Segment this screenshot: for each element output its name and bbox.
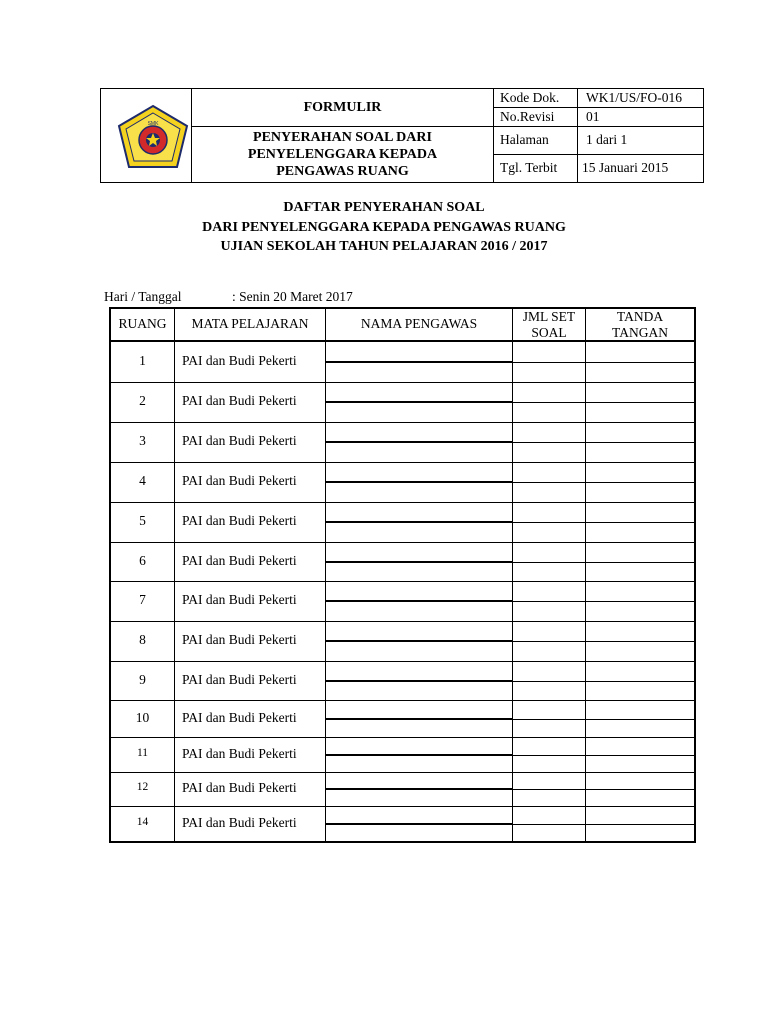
- heading-line-1: DAFTAR PENYERAHAN SOAL: [283, 200, 485, 215]
- cell-ruang: 2: [139, 393, 146, 408]
- cell-ruang: 4: [139, 473, 146, 488]
- cell-ruang: 12: [136, 781, 149, 793]
- pengawas-name-line[interactable]: [325, 361, 512, 363]
- row-divider: [111, 737, 694, 738]
- col-header-tanda-1: TANDA: [616, 309, 664, 324]
- cell-ruang: 14: [136, 816, 149, 828]
- cell-mapel: PAI dan Budi Pekerti: [182, 353, 297, 368]
- cell-ruang: 10: [135, 710, 150, 725]
- header-divider: [493, 107, 703, 108]
- row-divider: [111, 382, 694, 383]
- cell-mapel: PAI dan Budi Pekerti: [182, 513, 297, 528]
- pengawas-name-line[interactable]: [325, 521, 512, 523]
- cell-mapel: PAI dan Budi Pekerti: [182, 592, 297, 607]
- school-logo-icon: [117, 104, 189, 170]
- form-title-line-2: PENYELENGGARA KEPADA: [247, 147, 438, 162]
- cell-mapel: PAI dan Budi Pekerti: [182, 632, 297, 647]
- col-header-jml-1: JML SET: [522, 309, 576, 324]
- cell-ruang: 7: [139, 592, 146, 607]
- pengawas-name-line[interactable]: [325, 600, 512, 602]
- header-divider: [493, 89, 494, 182]
- pengawas-name-line[interactable]: [325, 640, 512, 642]
- col-header-tanda-2: TANGAN: [612, 325, 668, 340]
- document-header: [100, 88, 704, 183]
- pengawas-name-line[interactable]: [325, 481, 512, 483]
- pengawas-name-line[interactable]: [325, 561, 512, 563]
- pengawas-name-line[interactable]: [325, 718, 512, 720]
- header-divider: [493, 154, 703, 155]
- row-divider: [111, 581, 694, 582]
- row-divider: [111, 772, 694, 773]
- cell-mapel: PAI dan Budi Pekerti: [182, 433, 297, 448]
- header-divider: [493, 126, 703, 127]
- meta-label-terbit: Tgl. Terbit: [500, 160, 558, 175]
- column-divider: [174, 309, 175, 841]
- row-divider: [111, 422, 694, 423]
- cell-mapel: PAI dan Budi Pekerti: [182, 473, 297, 488]
- meta-value-revisi: 01: [586, 109, 600, 124]
- header-divider: [577, 89, 578, 182]
- col-header-ruang: RUANG: [118, 316, 167, 331]
- row-divider: [111, 621, 694, 622]
- meta-label-halaman: Halaman: [500, 132, 549, 147]
- submission-table: [109, 307, 696, 843]
- meta-label-kode: Kode Dok.: [500, 90, 560, 105]
- meta-value-kode: WK1/US/FO-016: [586, 90, 683, 105]
- cell-ruang: 9: [139, 672, 146, 687]
- column-divider: [325, 309, 326, 841]
- meta-value-halaman: 1 dari 1: [586, 132, 628, 147]
- col-header-mapel: MATA PELAJARAN: [191, 316, 309, 331]
- col-header-pengawas: NAMA PENGAWAS: [360, 316, 478, 331]
- pengawas-name-line[interactable]: [325, 754, 512, 756]
- cell-mapel: PAI dan Budi Pekerti: [182, 746, 297, 761]
- pengawas-name-line[interactable]: [325, 680, 512, 682]
- form-title-line-3: PENGAWAS RUANG: [276, 164, 409, 179]
- header-divider: [191, 126, 493, 127]
- row-divider: [111, 661, 694, 662]
- cell-ruang: 5: [139, 513, 146, 528]
- form-title-line-1: PENYERAHAN SOAL DARI: [253, 130, 432, 145]
- cell-ruang: 6: [139, 553, 146, 568]
- col-header-jml-2: SOAL: [531, 325, 567, 340]
- meta-value-terbit: 15 Januari 2015: [582, 160, 669, 175]
- cell-ruang: 3: [139, 433, 146, 448]
- row-divider: [111, 806, 694, 807]
- pengawas-name-line[interactable]: [325, 441, 512, 443]
- column-divider: [512, 309, 513, 841]
- row-divider: [111, 462, 694, 463]
- meta-label-revisi: No.Revisi: [500, 109, 555, 124]
- cell-ruang: 11: [136, 747, 149, 759]
- cell-mapel: PAI dan Budi Pekerti: [182, 815, 297, 830]
- logo-text: SMK: [147, 121, 159, 127]
- date-value: : Senin 20 Maret 2017: [232, 289, 353, 304]
- cell-ruang: 8: [139, 632, 146, 647]
- cell-mapel: PAI dan Budi Pekerti: [182, 780, 297, 795]
- heading-line-2: DARI PENYELENGGARA KEPADA PENGAWAS RUANG: [202, 220, 566, 235]
- pengawas-name-line[interactable]: [325, 788, 512, 790]
- column-divider: [585, 309, 586, 841]
- pengawas-name-line[interactable]: [325, 401, 512, 403]
- cell-mapel: PAI dan Budi Pekerti: [182, 710, 297, 725]
- row-divider: [111, 542, 694, 543]
- date-label: Hari / Tanggal: [104, 289, 182, 304]
- heading-line-3: UJIAN SEKOLAH TAHUN PELAJARAN 2016 / 2017: [220, 239, 548, 254]
- pengawas-name-line[interactable]: [325, 823, 512, 825]
- form-label: FORMULIR: [303, 100, 382, 115]
- cell-mapel: PAI dan Budi Pekerti: [182, 553, 297, 568]
- row-divider: [111, 700, 694, 701]
- cell-mapel: PAI dan Budi Pekerti: [182, 672, 297, 687]
- row-divider: [111, 502, 694, 503]
- cell-ruang: 1: [139, 353, 146, 368]
- cell-mapel: PAI dan Budi Pekerti: [182, 393, 297, 408]
